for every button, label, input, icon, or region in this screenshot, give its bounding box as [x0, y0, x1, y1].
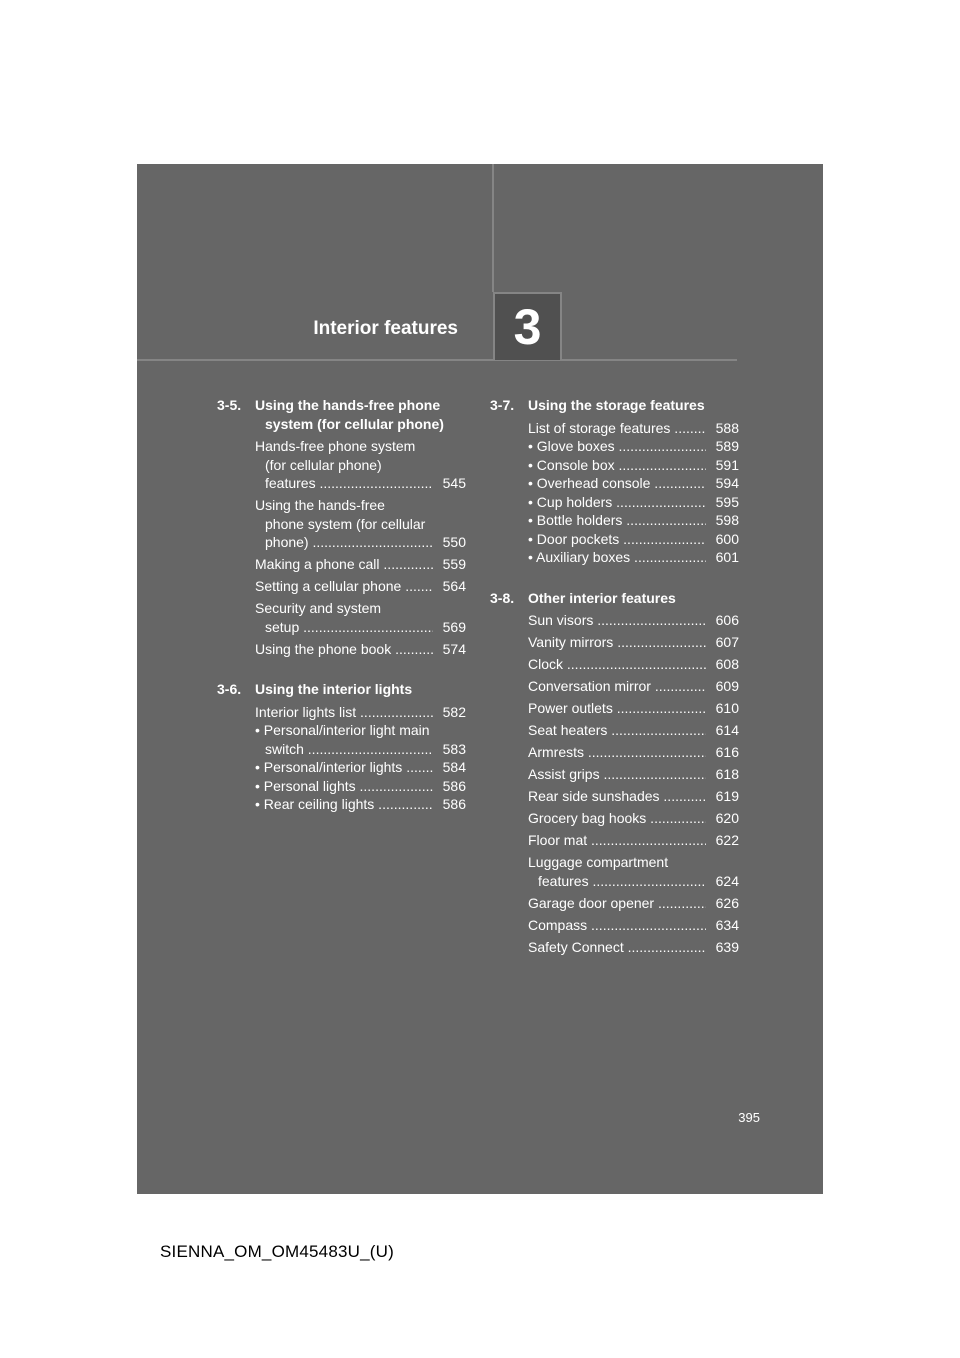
toc-entry[interactable]: [528, 787, 739, 806]
toc-section: [490, 396, 739, 567]
page-number: 395: [738, 1110, 760, 1125]
toc-entry-line: Grocery bag hooks .....: [528, 809, 706, 828]
toc-entry-line: Assist grips .....: [528, 765, 706, 784]
toc-entry-line: phone system (for cellular: [265, 515, 426, 532]
toc-entry-text: [528, 474, 706, 493]
section-number: 3-7.: [490, 397, 515, 413]
toc-right-column: [490, 396, 739, 978]
toc-entry-text: [528, 787, 706, 806]
document-footer: SIENNA_OM_OM45483U_(U): [160, 1242, 394, 1261]
toc-entry[interactable]: [528, 633, 739, 652]
section-title: [255, 680, 466, 699]
toc-entry-line: switch .....: [255, 740, 433, 759]
toc-entry-page: 591: [715, 456, 739, 473]
toc-entry-text: [528, 765, 706, 784]
toc-entry[interactable]: [528, 743, 739, 762]
toc-entry-page: 616: [715, 744, 739, 760]
toc-entry-line: • Auxiliary boxes .....: [528, 548, 706, 567]
toc-entry-page: 609: [715, 678, 739, 694]
toc-entry-page: 586: [442, 796, 466, 812]
toc-entry-line: Vanity mirrors .....: [528, 633, 706, 652]
toc-entry-line: Sun visors .....: [528, 611, 706, 630]
toc-entry-text: [255, 777, 433, 796]
toc-entry-page: 622: [715, 832, 739, 848]
header-rule: [137, 359, 737, 361]
toc-entry-line: Making a phone call .....: [255, 555, 433, 574]
toc-entry-line: Security and system: [255, 600, 382, 616]
toc-entry-page: 588: [715, 419, 739, 436]
toc-entry-line: Rear side sunshades .....: [528, 787, 706, 806]
toc-entries: [217, 703, 466, 814]
toc-entry[interactable]: [255, 758, 466, 777]
toc-entry[interactable]: [528, 548, 739, 567]
toc-entry-page: 586: [442, 777, 466, 794]
toc-entry[interactable]: [255, 437, 466, 493]
toc-entry-page: 608: [715, 656, 739, 672]
toc-entry-line: Interior lights list .....: [255, 703, 433, 722]
section-title-line: system (for cellular phone): [265, 415, 444, 432]
toc-section: [217, 396, 466, 658]
toc-entry-page: 589: [715, 438, 739, 454]
toc-entry[interactable]: [528, 938, 739, 957]
toc-entry[interactable]: [528, 611, 739, 630]
toc-entry-page: 614: [715, 722, 739, 738]
toc-entry[interactable]: [528, 916, 739, 935]
toc-entry-line: Hands-free phone system: [255, 438, 416, 454]
toc-entry-text: [528, 699, 706, 718]
toc-entry-text: [528, 677, 706, 696]
toc-entry[interactable]: [528, 853, 739, 890]
toc-entry-page: 583: [442, 740, 466, 757]
toc-entry-line: Conversation mirror .....: [528, 677, 706, 696]
toc-entry-line: • Personal/interior light main: [255, 722, 430, 738]
toc-entry[interactable]: [528, 721, 739, 740]
toc-entry-text: [528, 493, 706, 512]
toc-entry-text: [255, 721, 433, 758]
toc-entry[interactable]: [255, 577, 466, 596]
chapter-title: Interior features: [313, 318, 458, 339]
section-title: [528, 589, 739, 608]
section-title-line: Using the interior lights: [255, 681, 413, 697]
toc-entries: [490, 419, 739, 567]
toc-entry-text: [528, 655, 706, 674]
toc-entry-text: [255, 599, 433, 636]
toc-entry-line: List of storage features .....: [528, 419, 706, 438]
toc-entry-page: 600: [715, 530, 739, 547]
toc-entry-line: features .....: [528, 872, 706, 891]
toc-entry-page: 569: [442, 618, 466, 635]
toc-entry-text: [528, 721, 706, 740]
toc-entry-line: Using the hands-free: [255, 497, 385, 513]
toc-entry-page: 606: [715, 612, 739, 628]
toc-entry-text: [528, 633, 706, 652]
toc-entry-line: • Door pockets .....: [528, 530, 706, 549]
toc-entry[interactable]: [528, 474, 739, 493]
section-number: 3-6.: [217, 681, 242, 697]
toc-entry-text: [528, 511, 706, 530]
toc-entry-line: Using the phone book .....: [255, 640, 433, 659]
toc-entry[interactable]: [528, 511, 739, 530]
toc-entry[interactable]: [255, 496, 466, 552]
toc-entry[interactable]: [528, 419, 739, 438]
section-number: 3-5.: [217, 397, 242, 413]
section-number: 3-8.: [490, 589, 515, 606]
toc-entry-line: • Bottle holders .....: [528, 511, 706, 530]
toc-entry-page: 559: [442, 556, 466, 572]
toc-entry-page: 619: [715, 788, 739, 804]
toc-entry-page: 564: [442, 578, 466, 594]
toc-entry-line: Setting a cellular phone .....: [255, 577, 433, 596]
toc-entry-text: [255, 577, 433, 596]
toc-entry-line: features .....: [255, 474, 433, 493]
toc-entry-page: 634: [715, 916, 739, 933]
toc-entry-text: [255, 555, 433, 574]
toc-entry-page: 639: [715, 938, 739, 955]
toc-entry-page: 594: [715, 475, 739, 491]
toc-entry-page: 607: [715, 634, 739, 650]
toc-entry-text: [255, 437, 433, 493]
section-title: [528, 396, 739, 415]
toc-entry[interactable]: [528, 655, 739, 674]
toc-entry-line: • Rear ceiling lights .....: [255, 795, 433, 814]
toc-entry[interactable]: [255, 640, 466, 659]
toc-entry-page: 601: [715, 549, 739, 565]
toc-entry-text: [255, 703, 433, 722]
toc-entry-line: Armrests .....: [528, 743, 706, 762]
chapter-number-badge: [493, 292, 562, 360]
toc-entry-line: • Console box .....: [528, 456, 706, 475]
toc-entry-line: phone) .....: [255, 533, 433, 552]
toc-entry-text: [528, 853, 706, 890]
toc-entry[interactable]: [528, 809, 739, 828]
section-title-line: Other interior features: [528, 589, 676, 606]
toc-entry-line: • Personal lights .....: [255, 777, 433, 796]
vertical-divider: [492, 164, 494, 292]
toc-entry-text: [255, 496, 433, 552]
toc-entry-text: [528, 456, 706, 475]
toc-entry-page: 624: [715, 872, 739, 889]
toc-entry[interactable]: [528, 765, 739, 784]
toc-left-column: [217, 396, 466, 836]
toc-entry-text: [528, 831, 706, 850]
chapter-number: 3: [513, 299, 542, 355]
toc-entry-text: [255, 758, 433, 777]
toc-entry-page: 582: [442, 703, 466, 720]
toc-entry-page: 550: [442, 534, 466, 550]
toc-entry-text: [255, 640, 433, 659]
toc-entry-page: 595: [715, 493, 739, 510]
toc-entry-line: • Overhead console .....: [528, 474, 706, 493]
toc-section: [490, 589, 739, 957]
toc-entry[interactable]: [255, 555, 466, 574]
toc-entry-line: • Personal/interior lights .....: [255, 758, 433, 777]
toc-entries: [490, 611, 739, 956]
toc-entry-text: [255, 795, 433, 814]
toc-entry-page: 626: [715, 894, 739, 911]
section-heading[interactable]: [490, 396, 739, 415]
toc-entry-line: Safety Connect .....: [528, 938, 706, 957]
toc-entry[interactable]: [255, 777, 466, 796]
toc-entry[interactable]: [528, 437, 739, 456]
toc-entry[interactable]: [255, 703, 466, 722]
toc-entry-line: • Glove boxes .....: [528, 437, 706, 456]
toc-entry-text: [528, 530, 706, 549]
toc-entry-text: [528, 548, 706, 567]
toc-entry-text: [528, 743, 706, 762]
toc-entry-page: 574: [442, 640, 466, 657]
toc-entry-page: 598: [715, 512, 739, 528]
toc-section: [217, 680, 466, 814]
toc-entry-line: Compass .....: [528, 916, 706, 935]
toc-entry-page: 610: [715, 700, 739, 716]
toc-entry-line: Garage door opener .....: [528, 894, 706, 913]
toc-entry-line: Luggage compartment: [528, 854, 669, 870]
section-heading[interactable]: [217, 396, 466, 433]
toc-entry[interactable]: [528, 831, 739, 850]
toc-entry-page: 584: [442, 759, 466, 775]
section-title-line: Using the storage features: [528, 397, 705, 413]
toc-entry[interactable]: [528, 493, 739, 512]
section-title-line: Using the hands-free phone: [255, 397, 441, 413]
toc-entry-text: [528, 938, 706, 957]
toc-entry[interactable]: [528, 530, 739, 549]
toc-entry[interactable]: [528, 456, 739, 475]
toc-entry-page: 545: [442, 475, 466, 491]
toc-entry-line: Clock .....: [528, 655, 706, 674]
toc-entry-text: [528, 894, 706, 913]
toc-entries: [217, 437, 466, 658]
section-title: [255, 396, 466, 433]
section-heading[interactable]: [490, 589, 739, 608]
toc-entry-line: • Cup holders .....: [528, 493, 706, 512]
toc-entry[interactable]: [528, 894, 739, 913]
toc-entry-text: [528, 916, 706, 935]
toc-entry-line: (for cellular phone): [265, 456, 382, 473]
toc-entry-line: Floor mat .....: [528, 831, 706, 850]
toc-entry[interactable]: [255, 795, 466, 814]
toc-entry-line: Power outlets .....: [528, 699, 706, 718]
toc-entry[interactable]: [528, 699, 739, 718]
toc-entry-page: 620: [715, 810, 739, 826]
toc-entry[interactable]: [255, 721, 466, 758]
toc-entry-text: [528, 611, 706, 630]
toc-entry-line: Seat heaters .....: [528, 721, 706, 740]
toc-entry[interactable]: [528, 677, 739, 696]
toc-entry-text: [528, 419, 706, 438]
toc-entry-page: 618: [715, 766, 739, 782]
toc-entry-line: setup .....: [255, 618, 433, 637]
section-heading[interactable]: [217, 680, 466, 699]
toc-entry-text: [528, 809, 706, 828]
toc-entry-text: [528, 437, 706, 456]
toc-entry[interactable]: [255, 599, 466, 636]
